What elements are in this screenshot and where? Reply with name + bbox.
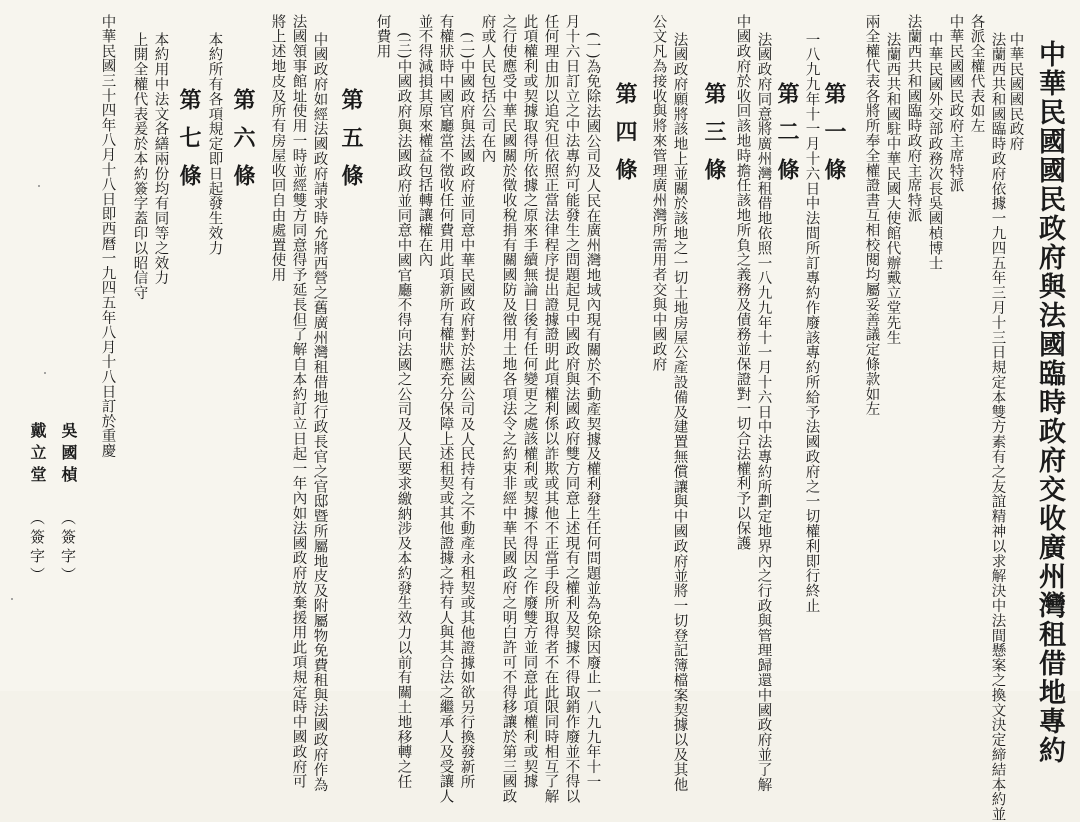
paper-speck	[11, 598, 13, 600]
article-1-heading: 第一條	[821, 82, 847, 196]
article-6-heading: 第六條	[230, 88, 256, 202]
article-4-text: (二)中國政府與法國政府並同意中華民國政府對於法國公司及人民持有之不動產永租契或其他證據如欲另行換發新所	[458, 32, 475, 790]
article-3-text: 法國政府願將該地上並關於該地之一切土地房屋公產設備及建置無償讓與中國政府並將一切登記簿檔案契據以及其他	[671, 32, 688, 792]
article-6-text: 本約所有各項規定即日起發生效力	[206, 32, 223, 256]
article-1-text: 一八九九年十一月十六日中法間所訂專約作廢該專約所給予法國政府之一切權利即行終止	[803, 32, 820, 614]
paper-speck	[38, 185, 40, 187]
signatory-name: 戴立堂	[28, 422, 47, 488]
paper-speck	[44, 372, 46, 374]
article-4-text: (一)為免除法國公司及人民在廣州灣地域內現有關於不動產契據及權利發生任何問題並為免除因廢止一八九九年十一	[584, 32, 601, 790]
article-7-text: 上開全權代表爰於本約簽字蓋印以昭信守	[131, 32, 148, 301]
article-2-text: 法國政府同意將廣州灣租借地依照一八九九年十一月十六日中法專約所劃定地界內之行政與管理歸還中國政府並了解	[755, 32, 772, 792]
article-4-text: 此項權利或契據取得所依據之原來手續無論日後有任何變更之處該權利或契據不得因之作廢雙方並同意此項權利或契據	[521, 14, 538, 789]
article-4-text: 並不得減損其原來權益包括轉讓權在內	[416, 14, 433, 268]
preamble-line: 法蘭西共和國臨時政府主席特派	[905, 14, 922, 223]
date-line: 中華民國三十四年八月十八日即西曆一九四五年八月十八日訂於重慶	[99, 14, 116, 458]
article-5-heading: 第五條	[338, 88, 364, 202]
preamble-line: 法蘭西共和國臨時政府依據一九四五年三月十三日規定本雙方素有之友誼精神以求解決中法間懸案之換文決定締結本約並	[989, 32, 1006, 822]
signature-note: （簽字）	[59, 510, 77, 586]
article-5-text: 將上述地皮及所有房屋收回自由處置使用	[269, 14, 286, 283]
article-4-text: 何費用	[374, 14, 391, 59]
preamble-line: 中華民國國民政府	[1007, 32, 1024, 152]
article-5-text: 中國政府如經法國政府請求時允將西營之舊廣州灣租借地行政長官之官邸暨所屬地皮及附屬物免費租與法國政府作為	[311, 32, 328, 792]
preamble-line: 法蘭西共和國駐中華民國大使館代辦戴立堂先生	[884, 32, 901, 345]
article-4-text: 月十六日訂立之中法專約可能發生之問題起見中國政府與法國政府雙方同意上述現有之權利及契據不得取銷作廢並不得以	[563, 14, 580, 804]
article-2-heading: 第二條	[774, 82, 800, 196]
signature-note: （簽字）	[28, 510, 46, 586]
article-4-text: 府或人民包括公司在內	[479, 14, 496, 163]
article-7-heading: 第七條	[176, 88, 202, 202]
article-3-heading: 第三條	[701, 82, 727, 196]
article-7-text: 本約用中法文各繕兩份均有同等之效力	[152, 32, 169, 286]
article-4-text: 任何理由加以追究但依照正當法律程序提出證據證明此項權利係以詐欺或其他不正當手段所取得者不在此限同時相互了解	[542, 14, 559, 804]
signatory-name: 吳國楨	[59, 422, 78, 488]
preamble-line: 各派全權代表如左	[968, 14, 985, 134]
preamble-line: 兩全權代表各將所奉全權證書互相校閱均屬妥善議定條款如左	[863, 14, 880, 417]
article-3-text: 公文凡為接收與將來管理廣州灣所需用者交與中國政府	[650, 14, 667, 372]
document-title: 中華民國國民政府與法國臨時政府交收廣州灣租借地專約	[1034, 40, 1065, 765]
article-4-text: 之行使應受中華民國關於徵收稅捐有關國防及徵用土地各項法令之約束非經中華民國政府之明白許可不得移讓於第三國政	[500, 14, 517, 804]
article-4-text: 有權狀時中國官廳當不徵收任何費用此項新所有權狀應充分保障上述租契或其他證據之持有人與其合法之繼承人及受讓人	[437, 14, 454, 804]
article-4-text: (三)中國政府與法國政府並同意中國官廳不得向法國之公司及人民要求繳納涉及本約發生效力以前有關土地移轉之任	[395, 32, 412, 790]
article-5-text: 法國領事館址使用一時並經雙方同意得予延長但了解自本約訂立日起一年內如法國政府放棄援用此項規定時中國政府可	[290, 14, 307, 789]
article-2-text: 中國政府於收回該地時擔任該地所負之義務及債務並保證對一切合法權利予以保護	[734, 14, 751, 551]
preamble-line: 中華民國外交部政務次長吳國楨博士	[926, 32, 943, 271]
article-4-heading: 第四條	[612, 82, 638, 196]
preamble-line: 中華民國國民政府主席特派	[947, 14, 964, 193]
